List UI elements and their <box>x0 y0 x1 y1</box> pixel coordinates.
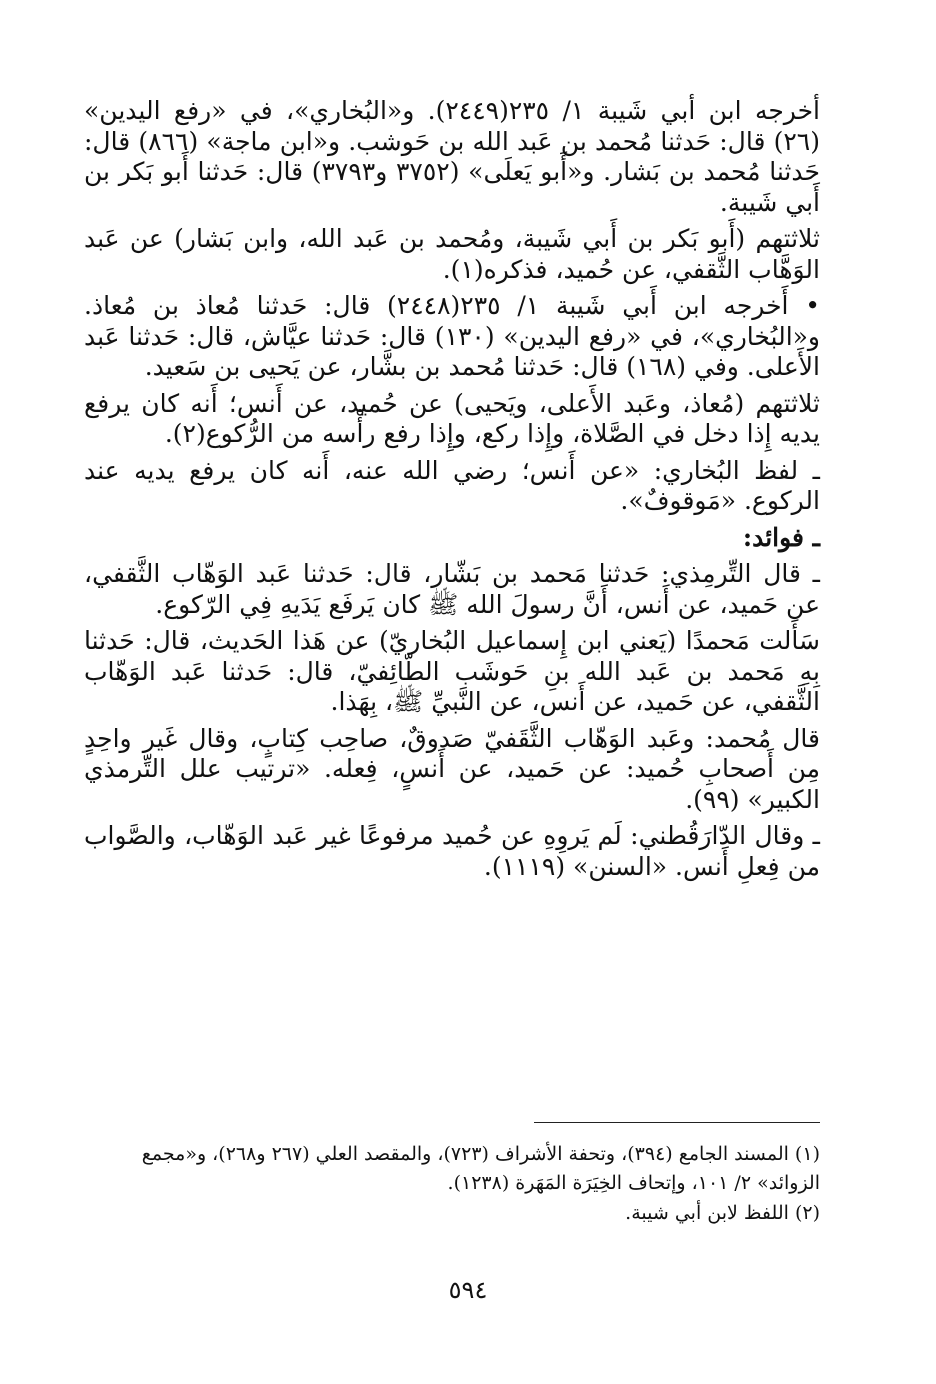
paragraph-1: أخرجه ابن أبي شَيبة ١/ ٢٣٥(٢٤٤٩). و«البُخاري»، في «رفع اليدين» (٢٦) قال: حَدثنا مُحمد بن عَبد الله بن حَوشب. و«ابن ماجة» (٨٦٦) قال: حَدثنا مُحمد بن بَشار. و«أَبو يَعلَى» (٣٧٥٢ و٣٧٩٣) قال: حَدثنا أَبو بَكر بن أَبي شَيبة. <box>84 96 820 217</box>
paragraph-5: ـ لفظ البُخاري: «عن أَنس؛ رضي الله عنه، أَنه كان يرفع يديه عند الركوع. «مَوقوفٌ». <box>84 455 820 515</box>
page-body <box>84 96 820 888</box>
paragraph-7: سَأَلت مَحمدًا (يَعني ابن إِسماعيل البُخاريّ) عن هَذا الحَديث، قال: حَدثنا بِهِ مَحمد بن عَبد الله بنِ حَوشَب الطّائِفيّ، قال: حَدثنا عَبد الوَهّاب الثَّقفي، عن حَميد، عن أَنس، عن النَّبيِّ ﷺ، بِهَذا. <box>84 626 820 716</box>
paragraph-3: • أَخرجه ابن أَبي شَيبة ١/ ٢٣٥(٢٤٤٨) قال: حَدثنا مُعاذ بن مُعاذ. و«البُخاري»، في «رفع اليدين» (١٣٠) قال: حَدثنا عيَّاش، قال: حَدثنا عَبد الأَعلى. وفي (١٦٨) قال: حَدثنا مُحمد بن بشَّار، عن يَحيى بن سَعيد. <box>84 291 821 381</box>
page-number: ٥٩٤ <box>448 1276 488 1304</box>
paragraph-9: ـ وقال الدّارَقُطني: لَم يَروِهِ عن حُميد مرفوعًا غير عَبد الوَهّاب، والصَّواب من فِعلِ أَنس. «السنن» (١١١٩). <box>84 821 820 881</box>
main-text <box>84 96 820 882</box>
paragraph-8: قال مُحمد: وعَبد الوَهّاب الثَّقَفيّ صَدوقٌ، صاحِب كِتابٍ، وقال غَير واحِدٍ مِن أَصحابِ حُميد: عن حَميد، عن أَنسٍ، فِعله. «ترتيب علل التِّرمذي الكبير» (٩٩). <box>84 723 820 814</box>
footnotes <box>84 1140 820 1228</box>
section-heading: ـ فوائد: <box>742 522 820 552</box>
paragraph-4: ثلاثتهم (مُعاذ، وعَبد الأَعلى، ويَحيى) عن حُميد، عن أَنس؛ أَنه كان يرفع يديه إِذا دخل في الصَّلاة، وإِذا ركع، وإِذا رفع رأْسه من الرُّكوع(٢). <box>84 388 820 448</box>
footnote-1: (١) المسند الجامع (٣٩٤)، وتحفة الأشراف (٧٢٣)، والمقصد العلي (٢٦٧ و٢٦٨)، و«مجمع الزوائد» ٢/ ١٠١، وإتحاف الخِيَرَة المَهَرة (١٢٣٨). <box>141 1143 820 1195</box>
footnote-divider <box>534 1122 820 1123</box>
paragraph-2: ثلاثتهم (أَبو بَكر بن أَبي شَيبة، ومُحمد بن عَبد الله، وابن بَشار) عن عَبد الوَهَّاب الثَّقفي، عن حُميد، فذكره(١). <box>84 224 820 284</box>
paragraph-6: ـ قال التِّرمِذي: حَدثنا مَحمد بن بَشّار، قال: حَدثنا عَبد الوَهّاب الثَّقفي، عن حَميد، عن أَنس، أَنَّ رسولَ الله ﷺ كان يَرفَع يَدَيهِ فِي الرّكوع. <box>84 559 820 619</box>
footnote-2: (٢) اللفظ لابن أبي شيبة. <box>625 1201 820 1224</box>
